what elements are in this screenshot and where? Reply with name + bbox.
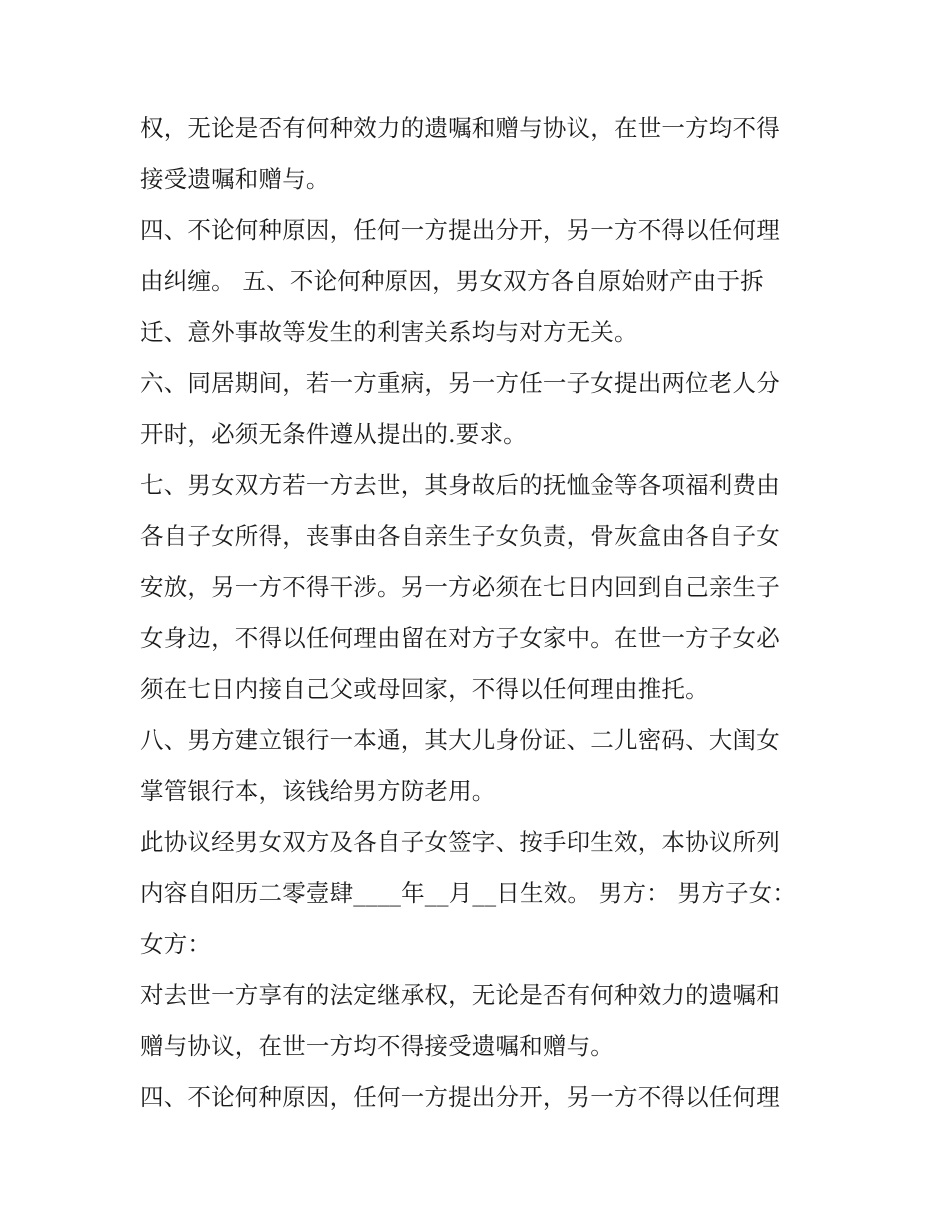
text-line: 安放，另一方不得干涉。另一方必须在七日内回到自己亲生子	[140, 573, 780, 601]
text-line: 赠与协议，在世一方均不得接受遗嘱和赠与。	[140, 1032, 614, 1060]
text-line: 对去世一方享有的法定继承权，无论是否有何种效力的遗嘱和	[140, 981, 780, 1009]
text-line: 权，无论是否有何种效力的遗嘱和赠与协议，在世一方均不得	[140, 114, 780, 142]
text-line: 八、男方建立银行一本通，其大儿身份证、二儿密码、大闺女	[140, 726, 780, 754]
text-line: 掌管银行本，该钱给男方防老用。	[140, 777, 496, 805]
document-body	[140, 103, 820, 1123]
text-line: 各自子女所得，丧事由各自亲生子女负责，骨灰盒由各自子女	[140, 522, 780, 550]
text-line: 开时，必须无条件遵从提出的.要求。	[140, 420, 527, 448]
text-line: 女身边，不得以任何理由留在对方子女家中。在世一方子女必	[140, 624, 780, 652]
text-line: 七、男女双方若一方去世，其身故后的抚恤金等各项福利费由	[140, 471, 780, 499]
text-line: 四、不论何种原因，任何一方提出分开，另一方不得以任何理	[140, 1083, 780, 1111]
text-line: 由纠缠。 五、不论何种原因，男女双方各自原始财产由于拆	[140, 267, 764, 295]
text-line: 女方：	[140, 930, 212, 958]
text-line: 四、不论何种原因，任何一方提出分开，另一方不得以任何理	[140, 216, 780, 244]
text-line: 内容自阳历二零壹肆____年__月__日生效。 男方： 男方子女：	[140, 879, 797, 907]
text-line: 接受遗嘱和赠与。	[140, 165, 330, 193]
text-line: 须在七日内接自己父或母回家，不得以任何理由推托。	[140, 675, 709, 703]
text-line: 六、同居期间，若一方重病，另一方任一子女提出两位老人分	[140, 369, 780, 397]
text-line: 迁、意外事故等发生的利害关系均与对方无关。	[140, 318, 638, 346]
text-line: 此协议经男女双方及各自子女签字、按手印生效，本协议所列	[140, 828, 780, 856]
